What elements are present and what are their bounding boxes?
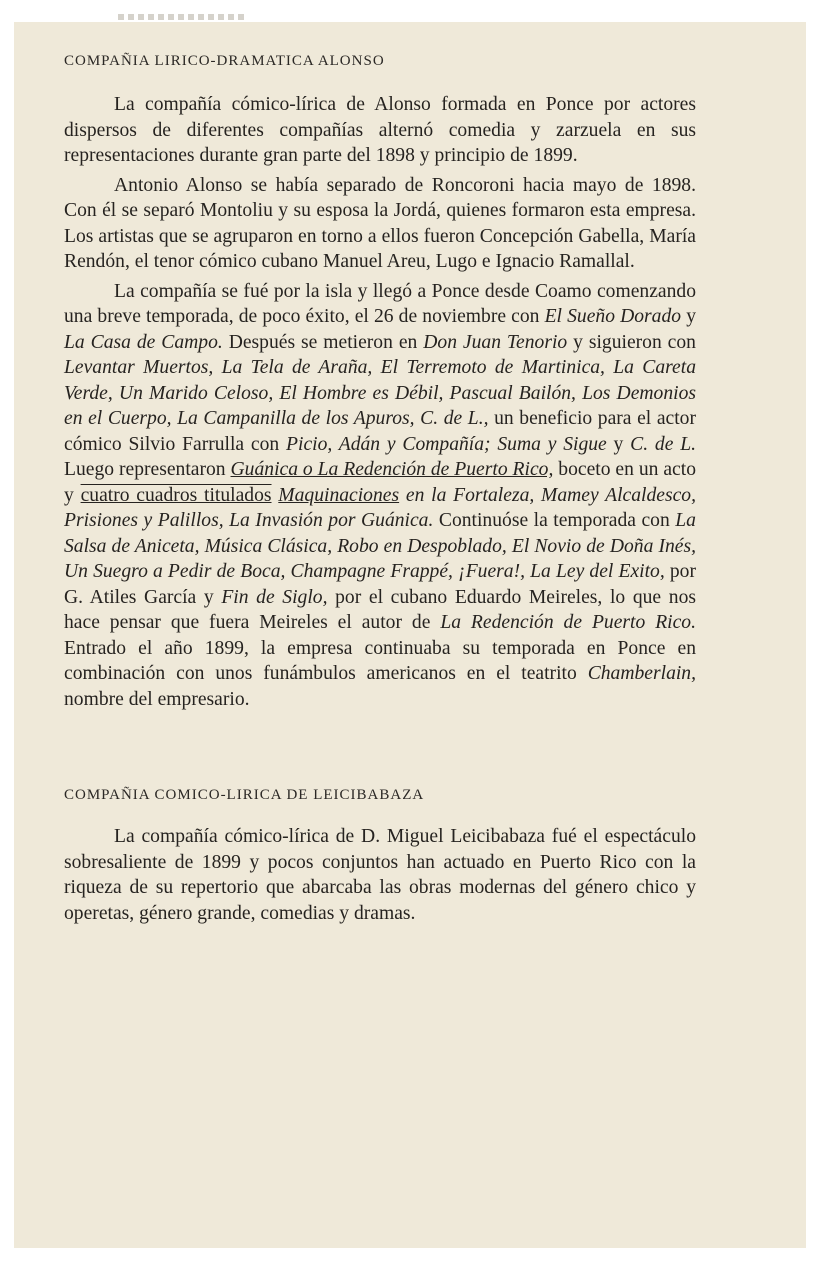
text-run: Después se metieron en <box>222 331 424 353</box>
paragraph-intro-leicibabaza: La compañía cómico-lírica de D. Miguel Leicibabaza fué el espectáculo sobresaliente de 1899 y pocos conjuntos han actuado en Puerto Rico con la riqueza de su repertorio que abarcaba las obras modernas del género chico y operetas, género grande, comedias y dramas. <box>64 826 696 924</box>
section-heading-alonso: COMPAÑIA LIRICO-DRAMATICA ALONSO <box>64 53 385 69</box>
text-run: un beneficio para el actor cómico Silvio Farrulla con <box>64 408 697 455</box>
text-run: Continuóse la temporada con <box>433 510 676 531</box>
text-run: y <box>606 433 631 455</box>
text-run: Entrado el año 1899, la empresa continuaba su temporada en Ponce en combinación con unos funámbulos americanos en el teatrito <box>64 637 696 684</box>
title-run: C. de L. <box>630 433 697 455</box>
title-run: La Redención de Puerto Rico. <box>440 612 696 633</box>
paragraph-members-alonso: Antonio Alonso se había separado de Roncoroni hacia mayo de 1898. Con él se separó Montoliu y su esposa la Jordá, quienes formaron esta empresa. Los artistas que se agruparon en torno a ellos fueron Concepción Gabella, María Rendón, el tenor cómico cubano Manuel Areu, Lugo e Ignacio Ramallal. <box>64 174 696 272</box>
text-run: boceto en un acto y <box>64 459 696 506</box>
text-run: por el cubano Eduardo Meireles, lo que nos hace pensar que fuera Meireles el autor de <box>64 586 696 633</box>
text-run: y <box>681 306 696 327</box>
title-run: Levantar Muertos, La Tela de Araña, El Terremoto de Martinica, La Careta Verde, Un Marido Celoso, El Hombre es Débil, Pascual Bailón, Los Demonios en el Cuerpo, La Campanilla de los Apuros, C. de L., <box>64 357 696 429</box>
paragraph-intro-alonso: La compañía cómico-lírica de Alonso formada en Ponce por actores dispersos de diferentes compañías alternó comedia y zarzuela en sus representaciones durante gran parte del 1898 y principio de 1899. <box>64 94 696 166</box>
text-run: por G. Atiles García y <box>64 561 696 608</box>
marked-text-run: cuatro cuadros titulados <box>80 484 272 506</box>
scan-edge-mark <box>118 14 244 20</box>
page-text-column <box>64 50 696 926</box>
title-run: El Sueño Dorado <box>544 306 682 327</box>
title-run: Fin de Siglo, <box>221 586 328 608</box>
title-run: en la Fortaleza, Mamey Alcaldesco, Prisiones y Palillos, La Invasión por Guánica. <box>64 484 696 531</box>
underlined-title-run: Maquinaciones <box>278 484 400 506</box>
title-run: Picio, Adán y Compañía; Suma y Sigue <box>286 433 607 455</box>
paragraph-season-repertoire <box>64 279 696 713</box>
underlined-title-run: Guánica o La Redención de Puerto Rico, <box>230 459 554 480</box>
text-run: nombre del empresario. <box>64 688 250 710</box>
title-run: Chamberlain, <box>587 663 696 684</box>
title-run: La Casa de Campo. <box>64 331 223 353</box>
section-heading-leicibabaza: COMPAÑIA COMICO-LIRICA DE LEICIBABAZA <box>64 787 425 803</box>
text-run: Luego representaron <box>64 459 231 480</box>
title-run: Don Juan Tenorio <box>423 331 568 353</box>
text-run: y siguieron con <box>567 331 696 353</box>
title-run: La Salsa de Aniceta, Música Clásica, Robo en Despoblado, El Novio de Doña Inés, Un Suegro a Pedir de Boca, Champagne Frappé, ¡Fuera!, La Ley del Exito, <box>64 510 696 582</box>
text-run: La compañía se fué por la isla y llegó a Ponce desde Coamo comenzando una breve temporada, de poco éxito, el 26 de noviembre con <box>64 280 696 327</box>
